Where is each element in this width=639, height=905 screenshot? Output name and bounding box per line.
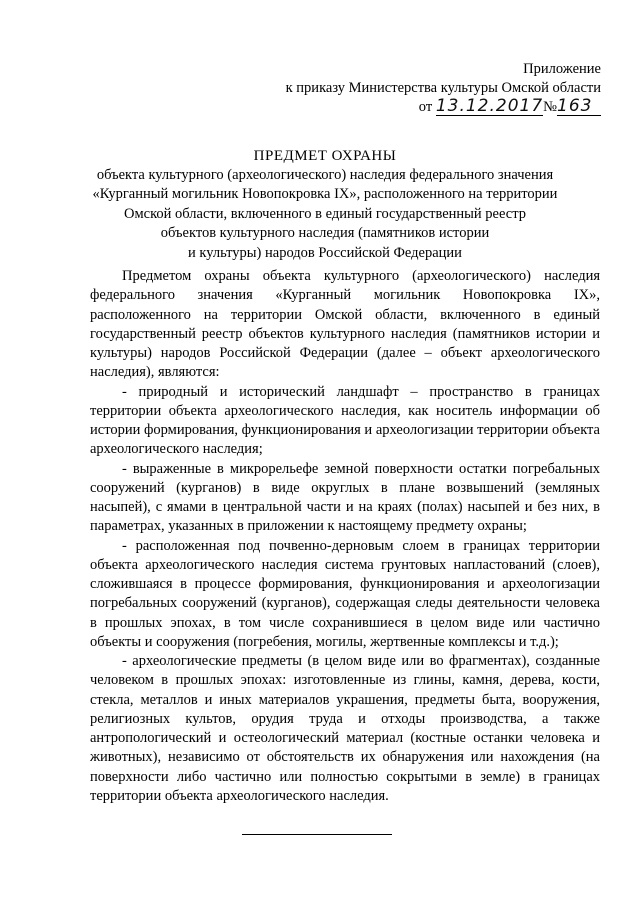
document-body bbox=[90, 267, 600, 806]
subtitle-line: объектов культурного наследия (памятников истории bbox=[160, 225, 490, 242]
appendix-label: Приложение bbox=[523, 61, 601, 77]
intro-paragraph: Предметом охраны объекта культурного (археологического) наследия федерального значения «Курганный могильник Новопокровка IX», расположенного на территории Омской области, включенного в единый государственный реестр объектов культурного наследия (памятников истории и культуры) народов Российской Федерации (далее – объект археологического наследия), являются: bbox=[90, 268, 600, 381]
subtitle-line: Омской области, включенного в единый государственный реестр bbox=[124, 205, 526, 222]
list-item: - археологические предметы (в целом виде или во фрагментах), созданные человеком в прошлых эпохах: изготовленные из глины, камня, дерева, кости, стекла, металлов и иных материалов украшения, предметы быта, вооружения, религиозных культов, орудия труда и отходы производства, а также антропологический и остеологический материал (костные останки человека и животных), независимо от обстоятельств их обнаружения или нахождения (на поверхности либо частично или полностью сокрытыми в земле) в границах территории объекта археологического наследия. bbox=[90, 653, 600, 804]
list-item: - природный и исторический ландшафт – пространство в границах территории объекта археологического наследия, как носитель информации об истории формирования, функционирования и археологизации территории объекта археологического наследия; bbox=[90, 383, 600, 458]
subtitle-line: объекта культурного (археологического) наследия федерального значения bbox=[96, 167, 554, 183]
date-prefix: от bbox=[418, 99, 433, 115]
appendix-block bbox=[181, 60, 601, 117]
number-prefix: № bbox=[543, 99, 557, 115]
footer-divider bbox=[242, 834, 392, 835]
title-block bbox=[60, 146, 590, 263]
subtitle-line: «Курганный могильник Новопокровка IX», расположенного на территории bbox=[92, 186, 558, 203]
list-item: - выраженные в микрорельефе земной поверхности остатки погребальных сооружений (курганов) в виде округлых в плане возвышений (земляных насыпей), с ямами в центральной части и на краях (полах) насыпей и без них, в параметрах, указанных в приложении к настоящему предмету охраны; bbox=[90, 460, 600, 535]
appendix-date-line bbox=[181, 98, 601, 117]
handwritten-date: 13.12.2017 bbox=[435, 96, 544, 116]
document-title: ПРЕДМЕТ ОХРАНЫ bbox=[253, 148, 397, 164]
appendix-order-ref: к приказу Министерства культуры Омской области bbox=[285, 80, 601, 96]
handwritten-number: 163 bbox=[557, 98, 601, 116]
subtitle-line: и культуры) народов Российской Федерации bbox=[188, 244, 462, 261]
document-subtitle bbox=[60, 166, 590, 263]
list-item: - расположенная под почвенно-дерновым слоем в границах территории объекта археологического наследия система грунтовых напластований (слоев), сложившаяся в процессе формирования, функционирования и археологизации погребальных сооружений (курганов), содержащая следы деятельности человека в прошлых эпохах, в том числе сохранившиеся в целом виде или частично объекты и сооружения (погребения, могилы, жертвенные комплексы и т.д.); bbox=[90, 537, 600, 650]
